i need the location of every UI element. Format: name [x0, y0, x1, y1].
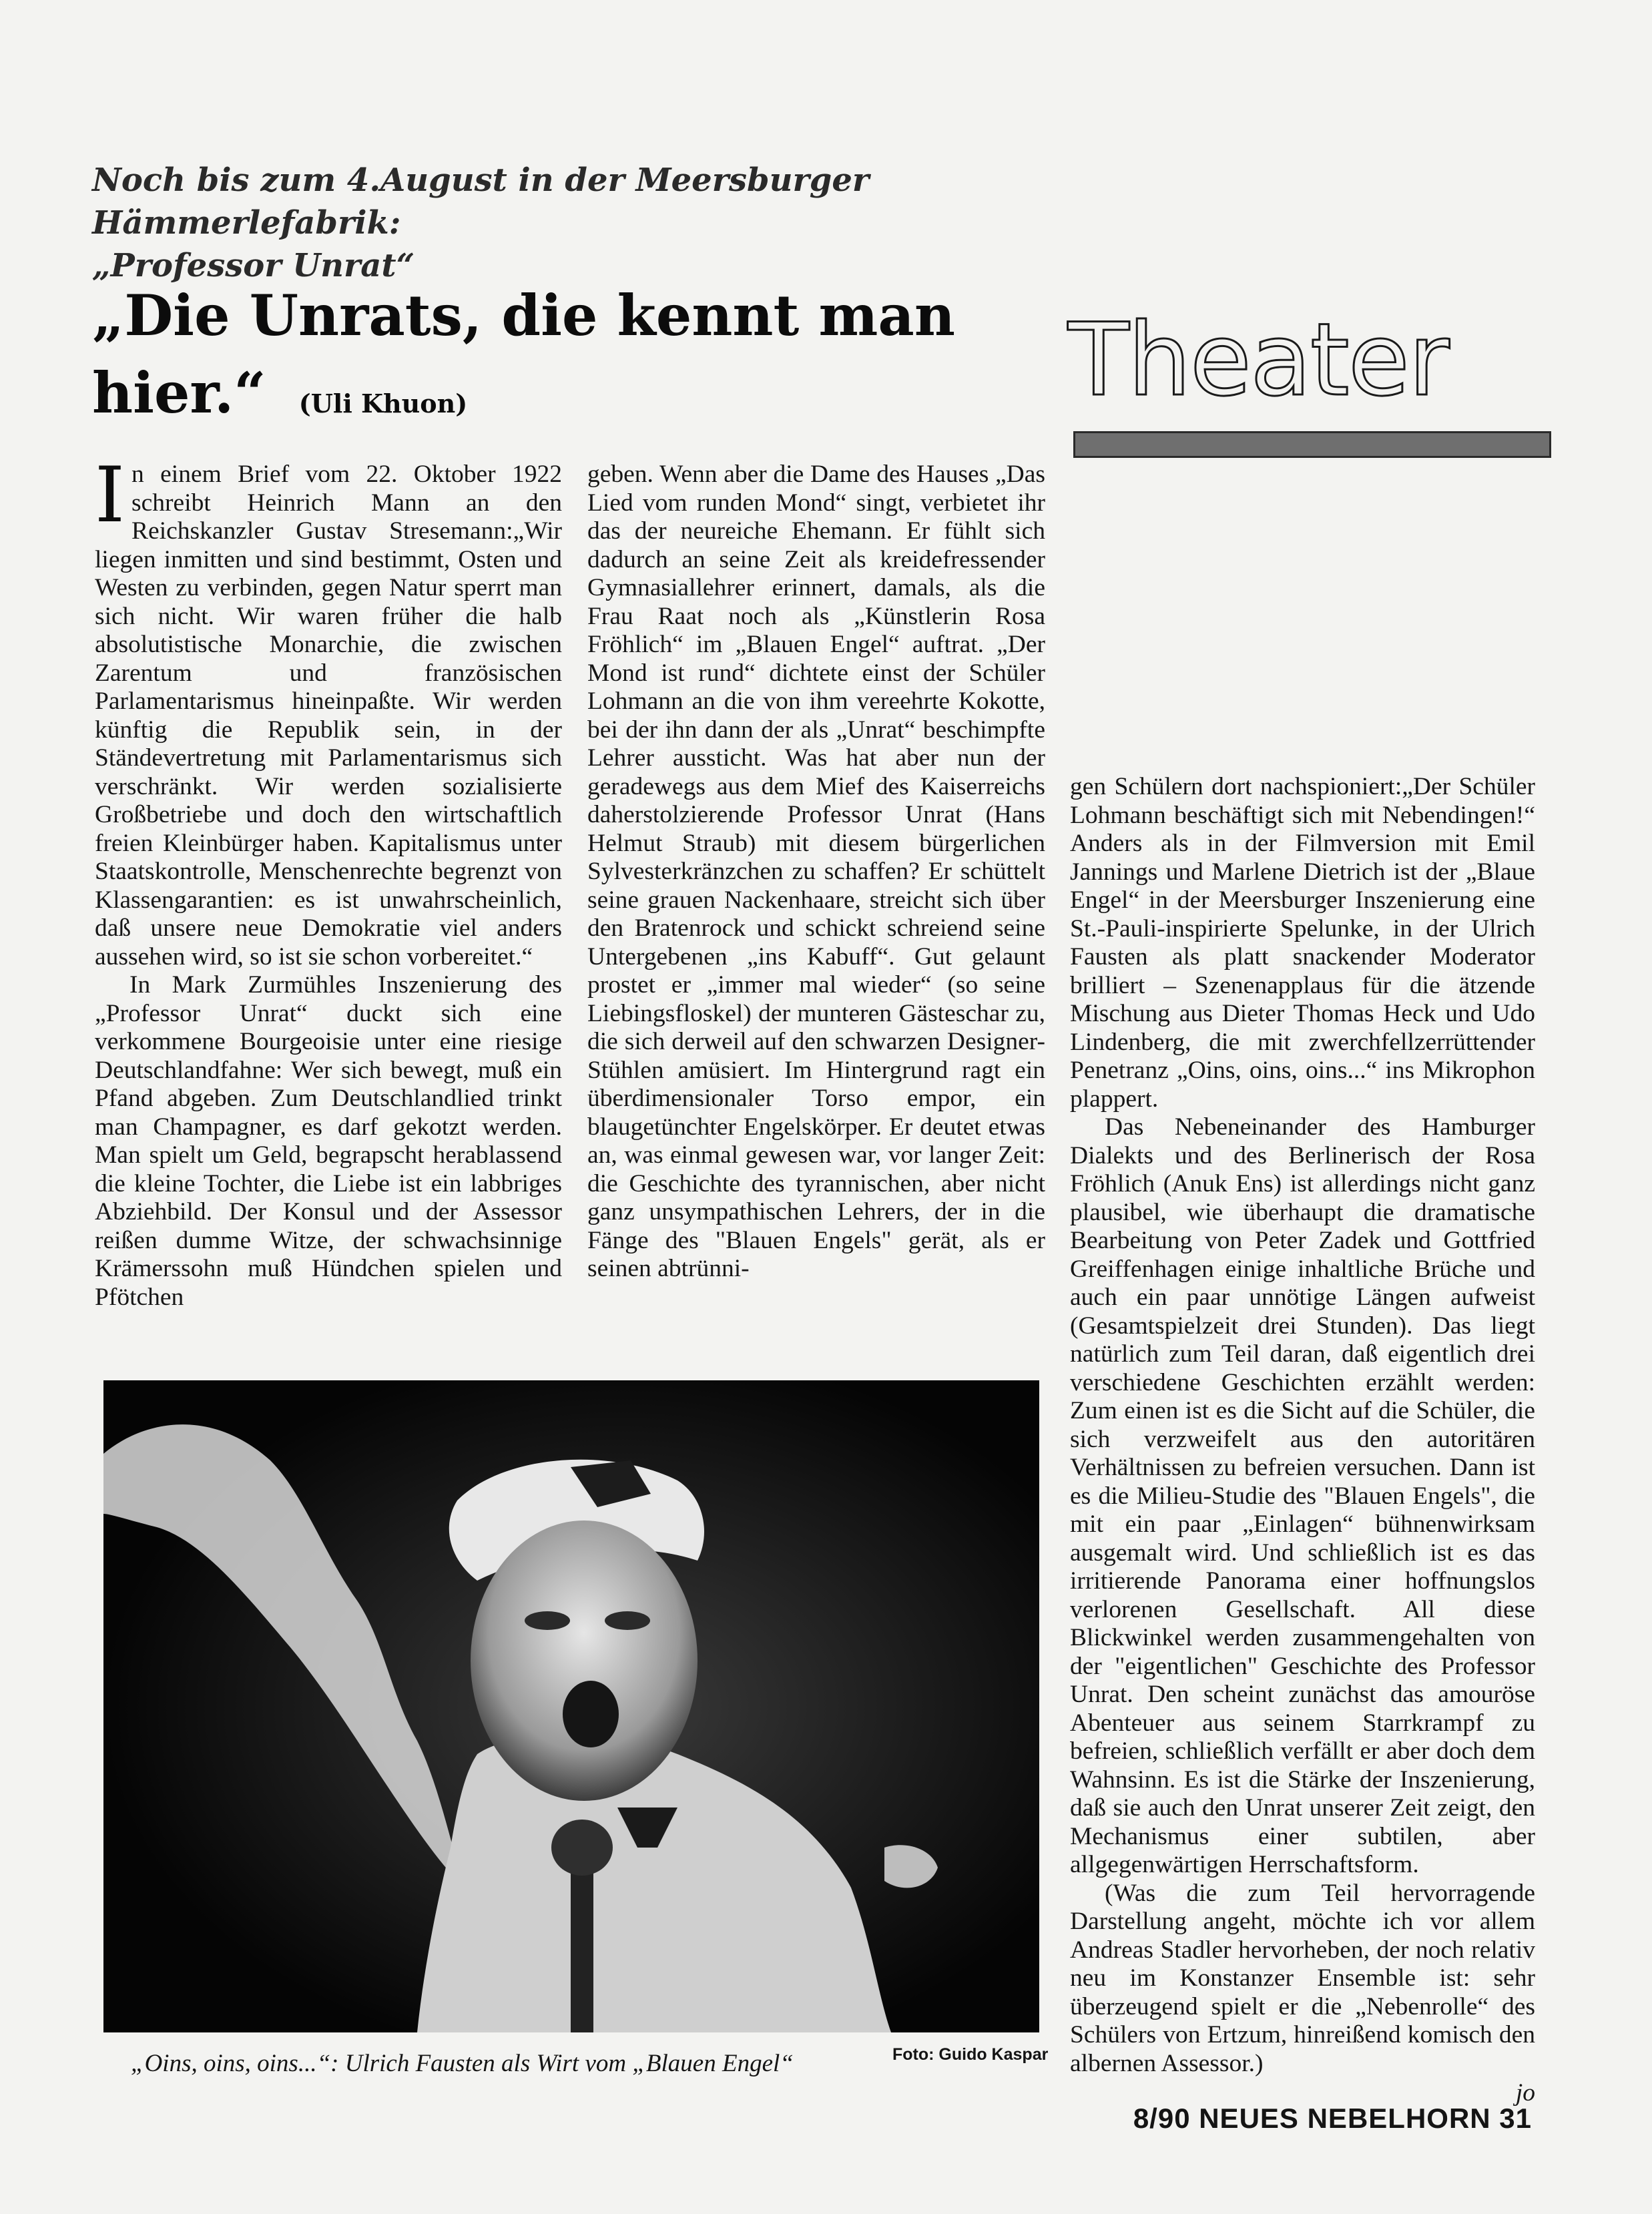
kicker-line-1: Noch bis zum 4.August in der Meersburger Hämmerlefabrik: [92, 162, 870, 242]
headline-author: (Uli Khuon) [298, 388, 468, 419]
article-paragraph [95, 451, 562, 971]
section-title: Theater [1068, 302, 1448, 419]
article-column-2 [587, 461, 1045, 1284]
article-photo [103, 1380, 1039, 2032]
section-bar [1073, 431, 1551, 458]
photo-illustration [103, 1380, 1039, 2032]
paragraph-text: n einem Brief vom 22. Oktober 1922 schreibt Heinrich Mann an den Reichskanzler Gustav Stresemann:„Wir liegen inmitten und sind bestimmt, Osten und Westen zu verbinden, gegen Natur sperrt man sich nicht. Wir waren früher die halb absolutistische Monarchie, die zwischen Zarentum und französischen Parlamentarismus hineinpaßte. Wir werden künftig die Republik sein, in der Ständevertretung mit Parlamentarismus sich verschränkt. Wir werden sozialisierte Großbetriebe und doch den wirtschaftlich freien Kleinbürger haben. Kapitalismus unter Staatskontrolle, Menschenrechte begrenzt von Klassengarantien: es ist unwahrscheinlich, daß unsere neue Demokratie viel anders aussehen wird, so ist sie schon vorbereitet.“ [95, 461, 562, 971]
photo-credit: Foto: Guido Kaspar [892, 2045, 1049, 2064]
headline [92, 277, 960, 443]
article-paragraph: (Was die zum Teil hervorragende Darstellung angeht, möchte ich vor allem Andreas Stadler hervorheben, der noch relativ neu im Konstanzer Ensemble ist: sehr überzeugend spielt er die „Nebenrolle“ des Schülers von Ertzum, hinreißend komisch den albernen Assessor.) [1070, 1879, 1535, 2077]
author-signature: jo [1515, 2079, 1535, 2107]
kicker-line-2: „Professor Unrat“ [92, 247, 415, 284]
article-paragraph: Das Nebeneinander des Hamburger Dialekts und des Berlinerisch der Rosa Fröhlich (Anuk Ens) ist allerdings nicht ganz plausibel, wie überhaupt die dramatische Bearbeitung von Peter Zadek und Gottfried Greiffenhagen einige inhaltliche Brüche und auch ein paar unnötige Längen aufweist (Gesamtspielzeit drei Stunden). Das liegt natürlich zum Teil daran, daß eigentlich drei verschiedene Geschichten erzählt werden: Zum einen ist es die Sicht auf die Schüler, die sich verzweifelt aus den autoritären Verhältnissen zu befreien versuchen. Dann ist es die Milieu-Studie des "Blauen Engels", die mit ein paar „Einlagen“ bühnenwirksam ausgemalt wird. Und schließlich ist es das irritierende Panorama einer hoffnungslos verlorenen Gesellschaft. All diese Blickwinkel werden zusammengehalten von der "eigentlichen" Geschichte des Professor Unrat. Den scheint zunächst das amouröse Abenteuer aus seinem Starrkrampf zu befreien, schließlich verfällt er aber doch dem Wahnsinn. Es ist die Stärke der Inszenierung, daß sie auch den Unrat unserer Zeit zeigt, den Mechanismus einer subtilen, aber allgegenwärtigen Herrschaftsform. [1070, 1113, 1535, 1878]
kicker [92, 159, 1160, 287]
article-column-1 [95, 451, 562, 1312]
article-paragraph: gen Schülern dort nachspioniert:„Der Schüler Lohmann beschäftigt sich mit Nebendingen!“ Anders als in der Filmversion mit Emil Jannings und Marlene Dietrich ist der „Blaue Engel“ in der Meersburger Inszenierung eine St.-Pauli-inspirierte Spelunke, in der Ulrich Fausten als platt snackender Moderator brilliert – Szenenapplaus für die ätzende Mischung aus Dieter Thomas Heck und Udo Lindenberg, die mit zwerchfellzerrüttender Penetranz „Oins, oins, oins...“ ins Mikrophon plappert. [1070, 773, 1535, 1113]
drop-cap: I [95, 451, 125, 539]
headline-text: „Die Unrats, die kennt man hier.“ [92, 282, 955, 426]
article-paragraph: geben. Wenn aber die Dame des Hauses „Das Lied vom runden Mond“ singt, verbietet ihr das der neureiche Ehemann. Er fühlt sich dadurch an seine Zeit als kreidefressender Gymnasiallehrer erinnert, damals, als die Frau Raat noch als „Künstlerin Rosa Fröhlich“ im „Blauen Engel“ auftrat. „Der Mond ist rund“ dichtete einst der Schüler Lohmann an die von ihm vereehrte Kokotte, bei der ihn dann der als „Unrat“ beschimpfte Lehrer aussticht. Was hat aber nun der geradewegs aus dem Mief des Kaiserreichs daherstolzierende Professor Unrat (Hans Helmut Straub) mit diesem bürgerlichen Sylvesterkränzchen zu schaffen? Er schüttelt seine grauen Nackenhaare, streicht sich über den Bratenrock und schickt schreiend seine Untergebenen „ins Kabuff“. Gut gelaunt prostet er „immer mal wieder“ (so seine Liebingsfloskel) der munteren Gästeschar zu, die sich derweil auf den schwarzen Designer-Stühlen amüsiert. Im Hintergrund ragt ein überdimensionaler Torso empor, ein blaugetünchter Engelskörper. Er deutet etwas an, was einmal gewesen war, vor langer Zeit: die Geschichte des tyrannischen, aber nicht ganz unsympathischen Lehrers, der in die Fänge des "Blauen Engels" gerät, als er seinen abtrünni- [587, 461, 1045, 1282]
article-column-3 [1070, 773, 1535, 2108]
article-paragraph: In Mark Zurmühles Inszenierung des „Professor Unrat“ duckt sich eine verkommene Bourgeoisie unter eine riesige Deutschlandfahne: Wer sich bewegt, muß ein Pfand abgeben. Zum Deutschlandlied trinkt man Champagner, es darf gekotzt werden. Man spielt um Geld, begrapscht herablassend die kleine Tochter, die Liebe ist ein labbriges Abziehbild. Der Konsul und der Assessor reißen dumme Witze, der schwachsinnige Krämerssohn muß Hündchen spielen und Pfötchen [95, 971, 562, 1311]
page-footer: 8/90 NEUES NEBELHORN 31 [1133, 2103, 1532, 2134]
photo-caption: „Oins, oins, oins...“: Ulrich Fausten als Wirt vom „Blauen Engel“ [131, 2050, 794, 2077]
